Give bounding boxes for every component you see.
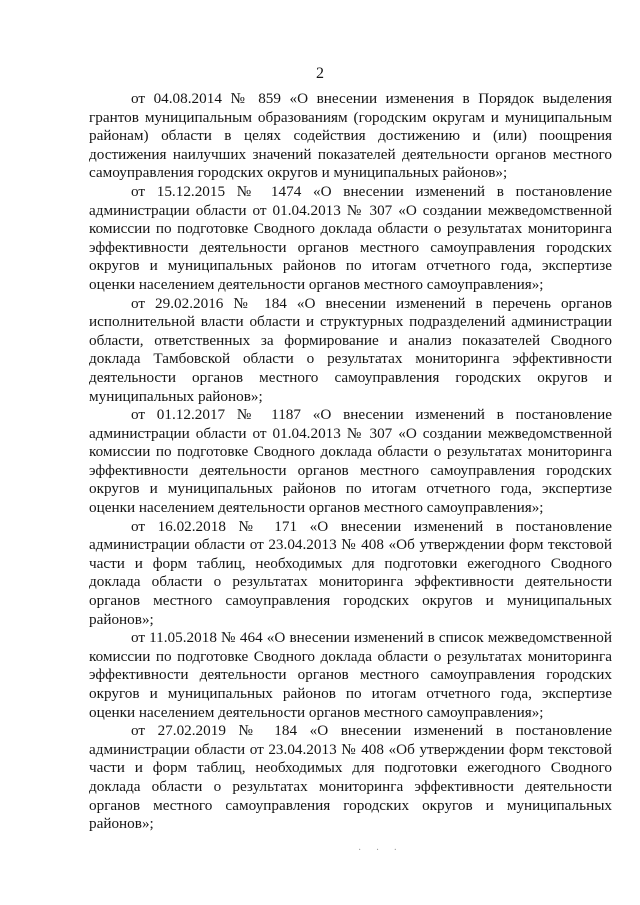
paragraph-decree-2018-464: от 11.05.2018 № 464 «О внесении изменений в список межведомственной комиссии по подготовке Сводного доклада области о результатах мониторинга эффективности деятельности органов местного самоуправления городских округов и муниципальных районов по итогам отчетного года, экспертизе оценки населением деятельности органов местного самоуправления»; (89, 629, 612, 721)
page-number: 2 (316, 65, 324, 82)
paragraph-decree-2018-171: от 16.02.2018 № 171 «О внесении изменений в постановление администрации области от 23.04.2013 № 408 «Об утверждении форм текстовой части и форм таблиц, необходимых для подготовки ежегодного Сводного доклада области о результатах мониторинга эффективности деятельности органов местного самоуправления городских округов и муниципальных районов»; (89, 517, 612, 628)
paragraph-decree-2019-184: от 27.02.2019 № 184 «О внесении изменений в постановление администрации области от 23.04.2013 № 408 «Об утверждении форм текстовой части и форм таблиц, необходимых для подготовки ежегодного Сводного доклада области о результатах мониторинга эффективности деятельности органов местного самоуправления городских округов и муниципальных районов»; (89, 722, 612, 833)
paragraph-decree-2016-184: от 29.02.2016 № 184 «О внесении изменений в перечень органов исполнительной власти области и структурных подразделений администрации области, ответственных за формирование и анализ показателей Сводного доклада Тамбовской области о результатах мониторинга эффективности деятельности органов местного самоуправления городских округов и муниципальных районов»; (89, 294, 612, 405)
paragraph-decree-2015-1474: от 15.12.2015 № 1474 «О внесении изменений в постановление администрации области от 01.04.2013 № 307 «О создании межведомственной комиссии по подготовке Сводного доклада области о результатах мониторинга эффективности деятельности органов местного самоуправления городских округов и муниципальных районов по итогам отчетного года, экспертизе оценки населением деятельности органов местного самоуправления»; (89, 182, 612, 293)
paragraph-decree-2017-1187: от 01.12.2017 № 1187 «О внесении изменений в постановление администрации области от 01.04.2013 № 307 «О создании межведомственной комиссии по подготовке Сводного доклада области о результатах мониторинга эффективности деятельности органов местного самоуправления городских округов и муниципальных районов по итогам отчетного года, экспертизе оценки населением деятельности органов местного самоуправления»; (89, 406, 612, 517)
paragraph-decree-2014-859: от 04.08.2014 № 859 «О внесении изменения в Порядок выделения грантов муниципальным образованиям (городским округам и муниципальным районам) области в целях содействия достижению и (или) поощрения достижения наилучших значений показателей деятельности органов местного самоуправления городских округов и муниципальных районов»; (89, 90, 612, 182)
document-body (89, 90, 612, 834)
scan-speckles: · · · (358, 845, 403, 856)
